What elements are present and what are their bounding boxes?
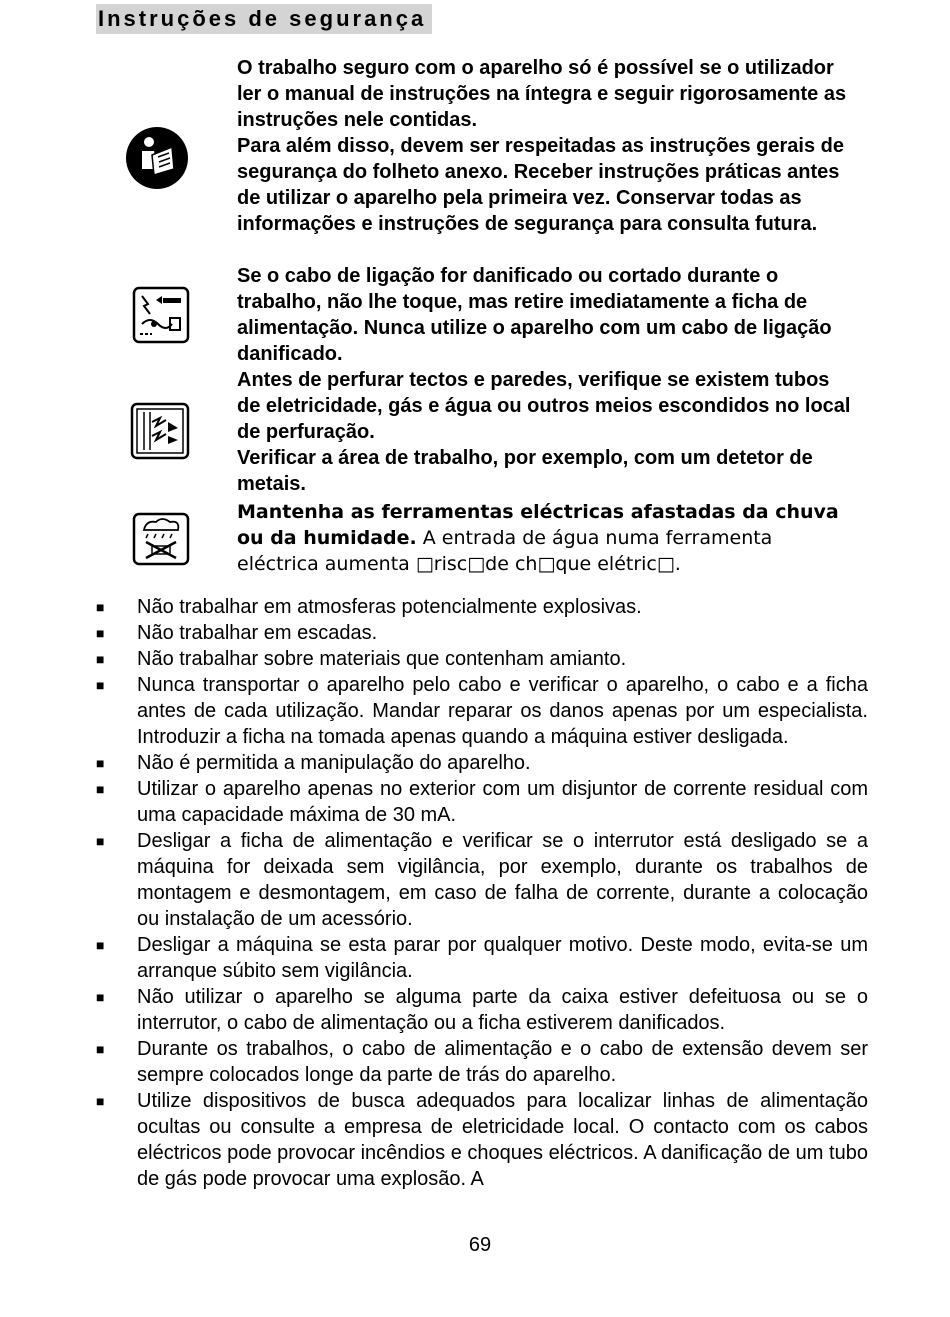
general-safety-paragraph: Para além disso, devem ser respeitadas as instruções gerais de segurança do folheto anexo. Receber instruções práticas antes de utilizar o aparelho pela primeira vez. Conservar todas as informações e instruções de segurança para consulta futura.: [237, 135, 844, 235]
list-item-text: Desligar a ficha de alimentação e verificar se o interrutor está desligado se a máquina for deixada sem vigilância, por exemplo, durante os trabalhos de montagem e desmontagem, em caso de falha de corrente, durante a colocação ou instalação de um acessório.: [137, 830, 868, 930]
list-item-text: Não trabalhar em atmosferas potencialmente explosivas.: [137, 596, 642, 618]
bullet-marker: ■: [96, 833, 105, 849]
bullet-marker: ■: [96, 677, 105, 693]
safety-bullet-list: [96, 594, 868, 1192]
list-item-text: Desligar a máquina se esta parar por qualquer motivo. Deste modo, evita-se um arranque súbito sem vigilância.: [137, 934, 868, 982]
list-item-text: Não é permitida a manipulação do aparelho.: [137, 752, 531, 774]
keep-dry-icon: [132, 512, 190, 566]
list-item-text: Utilize dispositivos de busca adequados para localizar linhas de alimentação ocultas ou consulte a empresa de eletricidade local. O contacto com os cabos eléctricos pode provocar incêndios e choques eléctricos. A danificação de um tubo de gás pode provocar uma explosão. A: [137, 1090, 868, 1190]
bullet-marker: ■: [96, 937, 105, 953]
bullet-marker: ■: [96, 1041, 105, 1057]
bullet-marker: ■: [96, 1093, 105, 1109]
damaged-cable-paragraph: Se o cabo de ligação for danificado ou cortado durante o trabalho, não lhe toque, mas retire imediatamente a ficha de alimentação. Nunca utilize o aparelho com um cabo de ligação danificado.: [237, 265, 832, 365]
bullet-marker: ■: [96, 599, 105, 615]
list-item-text: Não trabalhar em escadas.: [137, 622, 378, 644]
damaged-cable-unplug-icon: [132, 286, 190, 344]
list-item-text: Nunca transportar o aparelho pelo cabo e verificar o aparelho, o cabo e a ficha antes de cada utilização. Mandar reparar os danos apenas por um especialista. Introduzir a ficha na tomada apenas quando a máquina estiver desligada.: [137, 674, 868, 748]
drilling-check-paragraph: Antes de perfurar tectos e paredes, verifique se existem tubos de eletricidade, gás e água ou outros meios escondidos no local de perfuração.: [237, 369, 851, 443]
list-item-text: Utilizar o aparelho apenas no exterior com um disjuntor de corrente residual com uma capacidade máxima de 30 mA.: [137, 778, 868, 826]
rain-warning-bold: Mantenha as ferramentas eléctricas afastadas da chuva ou da humidade.: [237, 501, 839, 549]
read-manual-icon: [124, 125, 190, 191]
bullet-marker: ■: [96, 625, 105, 641]
list-item: [96, 620, 868, 646]
list-item: [96, 646, 868, 672]
list-item: [96, 776, 868, 828]
rain-warning-text: A entrada de água numa ferramenta eléctrica aumenta □risc□de ch□que elétric□.: [237, 527, 773, 575]
list-item-text: Não utilizar o aparelho se alguma parte da caixa estiver defeituosa ou se o interrutor, o cabo de alimentação ou a ficha estiverem danificados.: [137, 986, 868, 1034]
metal-detector-paragraph: Verificar a área de trabalho, por exemplo, com um detetor de metais.: [237, 447, 813, 495]
hidden-lines-detector-icon: [130, 402, 190, 460]
rain-warning-paragraph: [237, 499, 857, 577]
list-item: [96, 750, 868, 776]
intro-paragraph: O trabalho seguro com o aparelho só é possível se o utilizador ler o manual de instruções na íntegra e seguir rigorosamente as instruções nele contidas.: [237, 57, 847, 131]
bullet-marker: ■: [96, 781, 105, 797]
list-item: [96, 984, 868, 1036]
list-item: [96, 1088, 868, 1192]
list-item-text: Durante os trabalhos, o cabo de alimentação e o cabo de extensão devem ser sempre colocados longe da parte de trás do aparelho.: [137, 1038, 868, 1086]
bullet-marker: ■: [96, 651, 105, 667]
list-item: [96, 1036, 868, 1088]
list-item-text: Não trabalhar sobre materiais que contenham amianto.: [137, 648, 627, 670]
bullet-marker: ■: [96, 755, 105, 771]
page-title: Instruções de segurança: [96, 4, 432, 34]
page-number: 69: [468, 1234, 492, 1256]
list-item: [96, 828, 868, 932]
list-item: [96, 594, 868, 620]
bullet-marker: ■: [96, 989, 105, 1005]
list-item: [96, 932, 868, 984]
list-item: [96, 672, 868, 750]
